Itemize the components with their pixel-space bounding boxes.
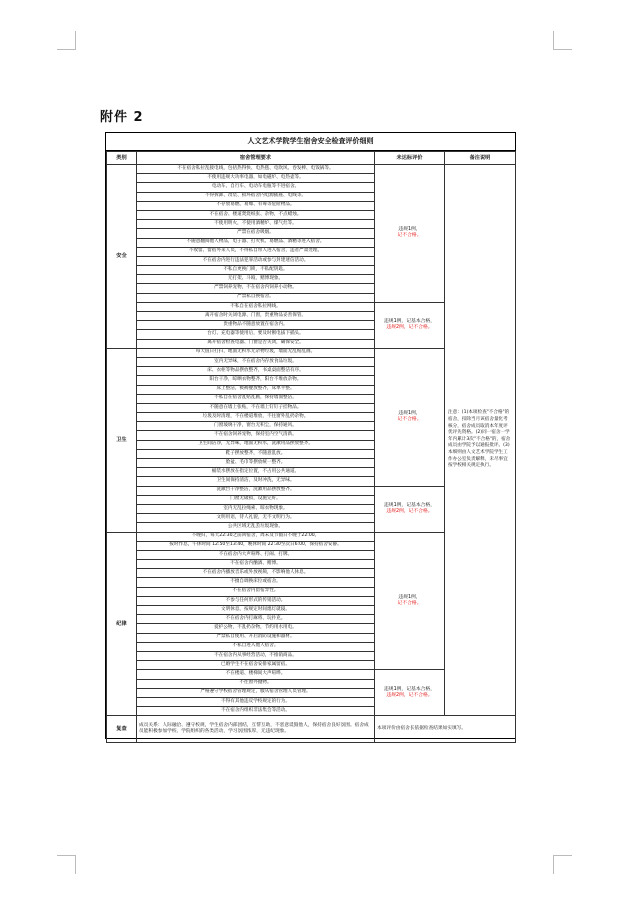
requirement-item: 严禁私自换宿舍。 xyxy=(137,293,375,302)
criteria-body xyxy=(107,165,516,743)
requirement-item: 阳台干净，晾晒衣物整齐，阳台不堆放杂物。 xyxy=(137,376,375,385)
eval-cell xyxy=(375,165,445,303)
requirement-item: 电动车、自行车、电动车电瓶等不进宿舍。 xyxy=(137,183,375,192)
requirement-item: 不在宿舍内播放音乐或外放视频，不影响他人休息。 xyxy=(137,569,375,578)
requirement-item: 无打架、斗殴、赌博现象。 xyxy=(137,275,375,284)
note-cell: 注意：(1)本项检查"不合格"的宿舍，扣除当月该宿舍量化考核分，宿舍成员取消本年度评优评先资格。(2)同一宿舍一学年内累计3次"不合格"的，宿舍成员由学院予以通报批评。(3)本细则由人文艺术学院学生工作办公室负责解释，未尽事宜按学校相关规定执行。 xyxy=(445,165,516,716)
requirement-item: 脸盆、毛巾等摆放统一整齐。 xyxy=(137,459,375,468)
review-text: 成员关系：人际融洽、遵守校规，学生宿舍内部团结，互帮互助，不恶意诋毁他人，保持宿舍良好氛围。宿舍成员能积极参加学校、学院组织的各类活动，学习氛围浓厚，无违纪现象。 xyxy=(137,716,375,743)
requirement-item: 不使用违规大功率电器，如电磁炉、电热壶等。 xyxy=(137,174,375,183)
requirement-item: 不收留、留宿外来人员，不得私自带人进入宿舍，违者严肃处理。 xyxy=(137,247,375,256)
requirement-item: 不得拆卸、改装、损坏宿舍内电源插座、电线等。 xyxy=(137,192,375,201)
crop-mark-top-left xyxy=(57,31,76,50)
requirement-item: 桶装水摆放在指定位置，不占用公共通道。 xyxy=(137,468,375,477)
criteria-table xyxy=(106,151,516,743)
eval-warn-basic: 违规1例，记基本合格， xyxy=(383,503,436,509)
crop-mark-bottom-left xyxy=(57,855,76,874)
requirement-item: 离开宿舍检查电器、门窗是否关闭，确保安全。 xyxy=(137,339,375,348)
eval-warn: 违规1例， xyxy=(398,594,421,600)
requirement-item: 贵重物品不随意放置在宿舍内。 xyxy=(137,321,375,330)
requirement-item: 门窗玻璃干净，窗台无积尘，保持通风。 xyxy=(137,422,375,431)
requirement-item: 不在宿舍内酗酒、赌博。 xyxy=(137,560,375,569)
requirement-item: 不晚归，每天22:30之前回宿舍，周末及节假日不晚于22:00。 xyxy=(137,532,375,541)
requirement-item: 不存放易燃、易爆、有毒等危险物品。 xyxy=(137,201,375,210)
requirement-item: 不在楼道、楼梯间大声喧哗。 xyxy=(137,670,375,679)
eval-fail: 记不合格。 xyxy=(397,417,422,423)
requirement-item: 不在宿舍饲养宠物，保持室内空气清新。 xyxy=(137,431,375,440)
requirement-item: 卫生间洁净，无异味，地面无积水，洗漱用品摆放整齐。 xyxy=(137,440,375,449)
requirement-item: 不在宿舍内从事经营活动，不推销商品。 xyxy=(137,651,375,660)
requirement-item: 床上整洁，被褥叠放整齐，床单平整。 xyxy=(137,385,375,394)
eval-fail-two: 违规2例，记不合格。 xyxy=(386,692,433,698)
requirement-item: 室内无乱拉绳索、晾衣物现象。 xyxy=(137,504,375,513)
requirement-item: 门窗无破损，设施完好。 xyxy=(137,495,375,504)
eval-cell xyxy=(375,486,445,532)
category-cell-safety: 安全 xyxy=(107,165,137,349)
crop-mark-top-right xyxy=(553,31,572,50)
requirement-item: 不参与任何形式的传销活动。 xyxy=(137,596,375,605)
requirement-item: 台灯、充电器等使用后，要及时断电拔下插头。 xyxy=(137,330,375,339)
requirement-item: 不在宿舍内大声喧哗、打闹、打牌。 xyxy=(137,550,375,559)
requirement-item: 不往窗外抛物。 xyxy=(137,679,375,688)
requirement-item: 不在宿舍内组织非法集会等活动。 xyxy=(137,707,375,716)
eval-warn: 违规1例， xyxy=(398,411,421,417)
table-row-review xyxy=(107,716,516,743)
requirement-item: 公共区域无乱丢垃圾现象。 xyxy=(137,523,375,532)
requirement-item: 卫生间保持清洁，及时冲洗，无异味。 xyxy=(137,477,375,486)
requirement-item: 鞋子摆放整齐，不随意乱放。 xyxy=(137,449,375,458)
requirement-item: 不私自更换门锁，不私配钥匙。 xyxy=(137,266,375,275)
requirement-item: 严禁在宿舍吸烟。 xyxy=(137,229,375,238)
requirement-item: 不使用明火，不使用酒精炉、煤气灶等。 xyxy=(137,220,375,229)
requirement-item: 不在宿舍内打麻将、玩扑克。 xyxy=(137,615,375,624)
requirement-item: 文明休息，按规定时间熄灯就寝。 xyxy=(137,606,375,615)
requirement-item: 不私自在宿舍乱贴乱画，保持墙面整洁。 xyxy=(137,394,375,403)
eval-warn: 违规1例， xyxy=(398,227,421,233)
eval-warn-basic: 违规1例，记基本合格， xyxy=(383,319,436,325)
requirement-item: 已婚学生不在宿舍安排家属留宿。 xyxy=(137,661,375,670)
category-cell-discipline: 纪律 xyxy=(107,532,137,716)
table-row xyxy=(107,165,516,174)
eval-cell xyxy=(375,348,445,486)
sheet-title: 人文艺术学院学生宿舍安全检查评价细则 xyxy=(106,133,515,151)
eval-fail: 记不合格。 xyxy=(397,600,422,606)
requirement-item: 不在宿舍内进行违法犯罪活动或参与封建迷信活动。 xyxy=(137,256,375,265)
eval-warn-basic: 违规1例，记基本合格， xyxy=(383,686,436,692)
requirement-item: 床、衣柜等物品摆放整齐，书桌桌面整洁有序。 xyxy=(137,367,375,376)
requirement-item: 不私自在宿舍私拉网线。 xyxy=(137,302,375,311)
eval-fail-two: 违规2例，记不合格。 xyxy=(386,509,433,515)
requirement-item: 室内无异味，不在宿舍内存放食品垃圾。 xyxy=(137,357,375,366)
requirement-item: 洗漱台干净整洁，洗漱用品摆放整齐。 xyxy=(137,486,375,495)
requirement-item: 离开宿舍时关闭电源、门窗，贵重物品妥善保管。 xyxy=(137,312,375,321)
eval-cell xyxy=(375,302,445,348)
eval-cell xyxy=(375,670,445,716)
requirement-item: 垃圾及时清理，不在楼道堆放，不往窗外乱扔杂物。 xyxy=(137,413,375,422)
category-cell-hygiene: 卫生 xyxy=(107,348,137,532)
header-note: 备注说明 xyxy=(445,152,516,165)
requirement-item: 不得有其他违反学校规定的行为。 xyxy=(137,697,375,706)
requirement-item: 严格遵守学校宿舍管理规定，服从宿舍管理人员管理。 xyxy=(137,688,375,697)
requirement-item: 按时作息，午休时间 12:50至13:40，晚休时间 22:30至次日6:00，保持宿舍安静。 xyxy=(137,541,375,550)
header-category: 类别 xyxy=(107,152,137,165)
requirement-item: 不擅自调换床位或宿舍。 xyxy=(137,578,375,587)
requirement-item: 不在宿舍私拉乱接电线，包括热得快、电热毯、电吹风、卷发棒、电饭锅等。 xyxy=(137,165,375,174)
category-cell-review: 复查 xyxy=(107,716,137,743)
requirement-item: 文明用语，待人礼貌，无不文明行为。 xyxy=(137,514,375,523)
requirement-item: 不在宿舍、楼道焚烧纸张、杂物，不点蜡烛。 xyxy=(137,210,375,219)
requirement-item: 不在宿舍内留宿异性。 xyxy=(137,587,375,596)
requirement-item: 不私自进入他人宿舍。 xyxy=(137,642,375,651)
header-eval: 未达标评价 xyxy=(375,152,445,165)
crop-mark-bottom-right xyxy=(553,855,572,874)
requirement-item: 严禁私自使用、开启消防设施和器材。 xyxy=(137,633,375,642)
eval-cell xyxy=(375,532,445,670)
header-requirement: 宿舍管理要求 xyxy=(137,152,375,165)
eval-fail-two: 违规2例，记不合格。 xyxy=(386,325,433,331)
requirement-item: 不随意在墙上张贴，不在墙上钉钉子挂物品。 xyxy=(137,403,375,412)
inspection-sheet xyxy=(105,132,516,739)
eval-fail: 记不合格。 xyxy=(397,233,422,239)
requirement-item: 严禁饲养宠物，不在宿舍内饲养小动物。 xyxy=(137,284,375,293)
review-eval: 本项评价由宿舍长依据检查结果如实填写。 xyxy=(375,716,516,743)
requirement-item: 每天值日打扫，地面无积水无杂物垃圾，墙面无乱贴乱画。 xyxy=(137,348,375,357)
requirement-item: 不随意翻阅他人物品，电子器、打火机、易燃品、酒精等进入宿舍。 xyxy=(137,238,375,247)
attachment-label: 附件 2 xyxy=(100,110,144,125)
requirement-item: 爱护公物，不乱扔杂物，节约用水用电。 xyxy=(137,624,375,633)
